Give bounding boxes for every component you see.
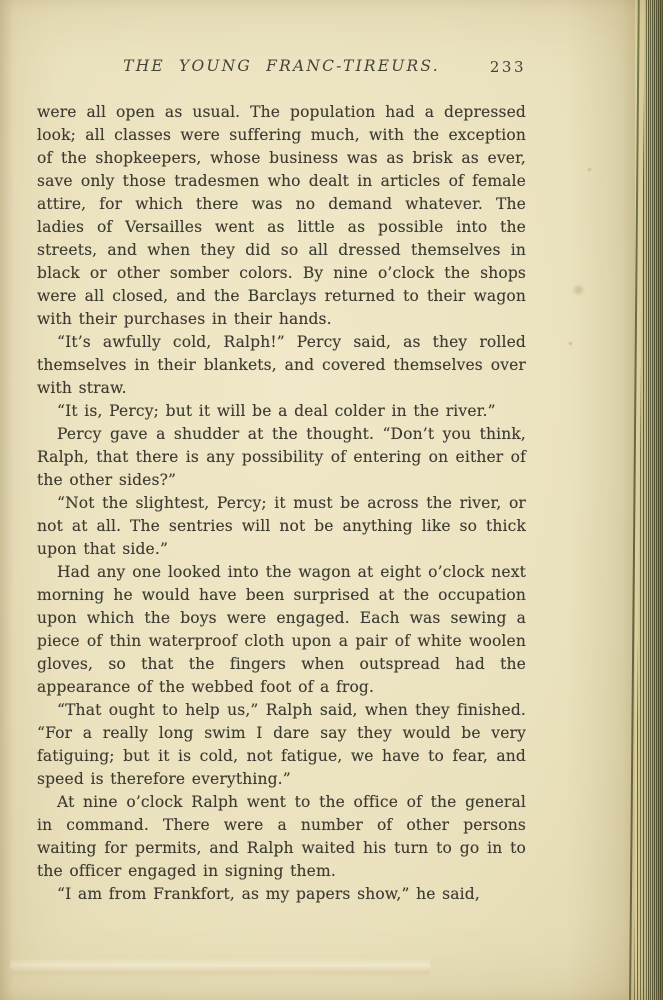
paragraph: were all open as usual. The population had a depressed look; all classes were suffering much, with the exception of the shopkeepers, whose business was as brisk as ever, save only those tradesmen who dealt in articles of female attire, for which there was no demand whatever. The ladies of Versailles went as little as possible into the streets, and when they did so all dressed themselves in black or other somber colors. By nine o’clock the shops were all closed, and the Barclays returned to their wagon with their purchases in their hands. [37, 103, 526, 328]
right-shading [565, 0, 635, 1000]
left-shading [0, 0, 14, 1000]
paragraph: “Not the slightest, Percy; it must be across the river, or not at all. The sentries will not be anything like so thick upon that side.” [37, 494, 526, 558]
page-number: 233 [489, 58, 526, 76]
paragraph: “That ought to help us,” Ralph said, when they finished. “For a really long swim I dare say they would be very fatiguing; but it is cold, not fatigue, we have to fear, and speed is therefore everything.” [37, 701, 526, 788]
scan-streak [10, 958, 430, 976]
paragraph: At nine o’clock Ralph went to the office of the general in command. There were a number of other persons waiting for permits, and Ralph waited his turn to go in to the officer engaged in signing them. [37, 793, 526, 880]
paragraph: “I am from Frankfort, as my papers show,” he said, [57, 885, 480, 903]
paragraph: Had any one looked into the wagon at eight o’clock next morning he would have been surprised at the occupation upon which the boys were engaged. Each was sewing a piece of thin waterproof cloth upon a pair of white woolen gloves, so that the fingers when outspread had the appearance of the webbed foot of a frog. [37, 563, 526, 696]
running-header [37, 57, 526, 79]
page-title: THE YOUNG FRANC-TIREURS. [123, 57, 440, 75]
paragraph: “It is, Percy; but it will be a deal colder in the river.” [57, 402, 496, 420]
paragraph: “It’s awfully cold, Ralph!” Percy said, as they rolled themselves in their blankets, and covered themselves over with straw. [37, 333, 526, 397]
paragraph: Percy gave a shudder at the thought. “Don’t you think, Ralph, that there is any possibility of entering on either of the other sides?” [37, 425, 526, 489]
body-text [37, 101, 526, 906]
